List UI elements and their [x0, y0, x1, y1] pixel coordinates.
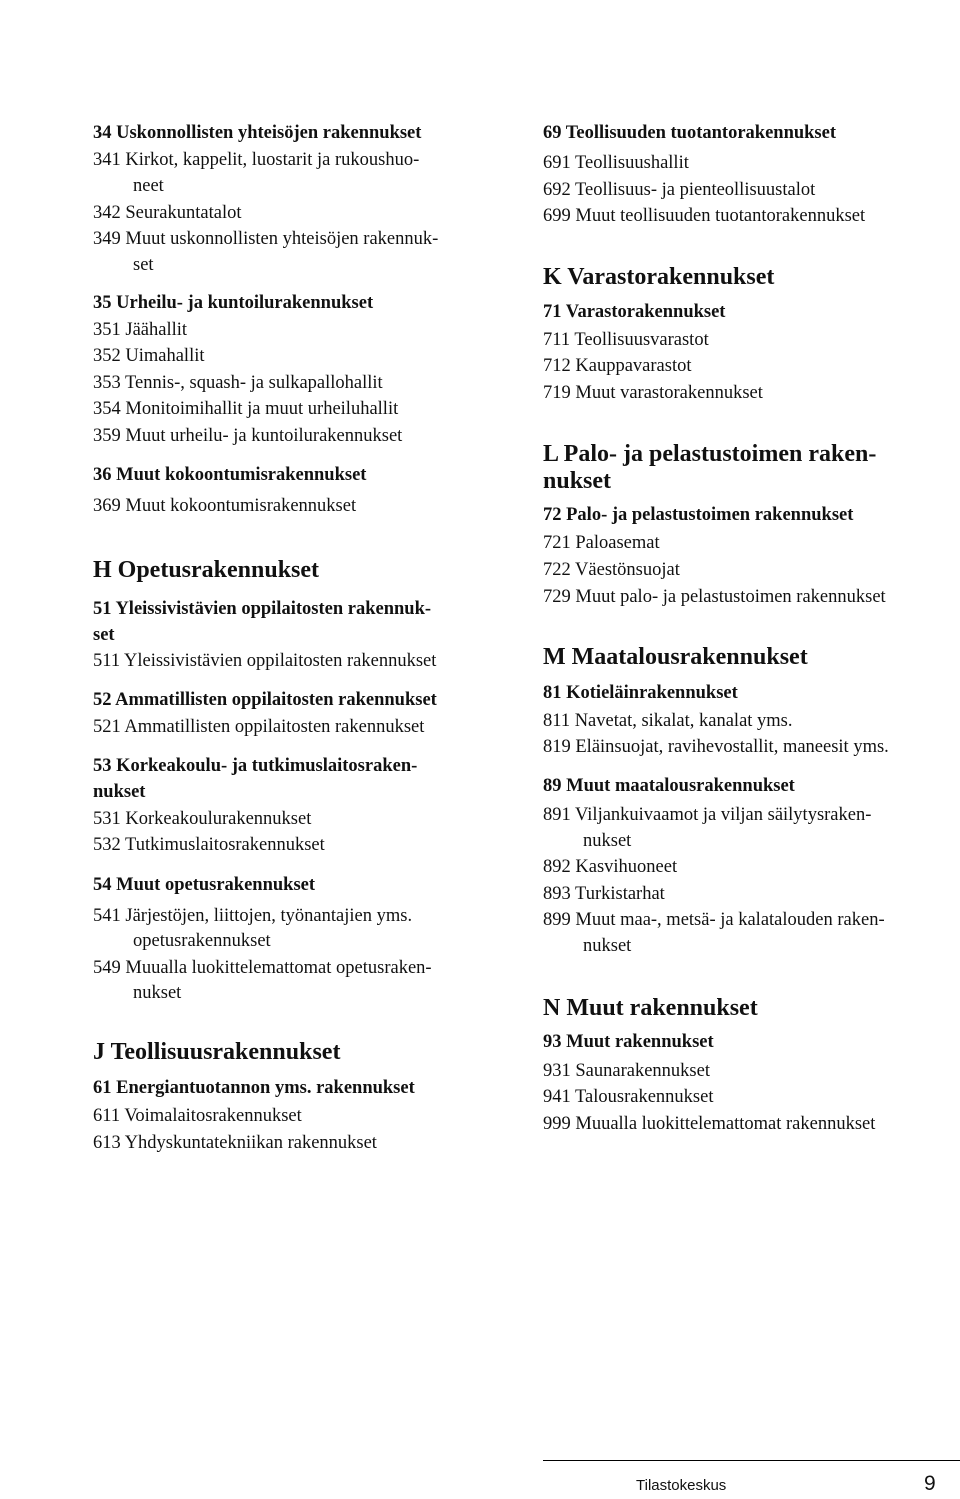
section-heading-35: 35 Urheilu- ja kuntoilurakennukset	[93, 293, 374, 313]
list-item-511: 511 Yleissivistävien oppilaitosten rakennukset	[93, 651, 437, 671]
list-item-891: 891 Viljankuivaamot ja viljan säilytysraken-	[543, 805, 872, 825]
main-heading-N: N Muut rakennukset	[543, 995, 758, 1021]
list-item-941: 941 Talousrakennukset	[543, 1087, 714, 1107]
list-item-611: 611 Voimalaitosrakennukset	[93, 1106, 302, 1126]
section-heading-36: 36 Muut kokoontumisrakennukset	[93, 465, 367, 485]
list-item-819: 819 Eläinsuojat, ravihevostallit, maneesit yms.	[543, 737, 889, 757]
list-item-811: 811 Navetat, sikalat, kanalat yms.	[543, 711, 793, 731]
section-heading-34: 34 Uskonnollisten yhteisöjen rakennukset	[93, 123, 422, 143]
section-heading-52: 52 Ammatillisten oppilaitosten rakennukset	[93, 690, 437, 710]
section-heading-61: 61 Energiantuotannon yms. rakennukset	[93, 1078, 415, 1098]
list-item-899-cont: nukset	[583, 936, 632, 956]
list-item-722: 722 Väestönsuojat	[543, 560, 680, 580]
section-heading-53-cont: nukset	[93, 782, 146, 802]
list-item-999: 999 Muualla luokittelemattomat rakennukset	[543, 1114, 876, 1134]
list-item-549-cont: nukset	[133, 983, 182, 1003]
section-heading-51: 51 Yleissivistävien oppilaitosten rakennuk-	[93, 599, 432, 619]
list-item-891-cont: nukset	[583, 831, 632, 851]
list-item-359: 359 Muut urheilu- ja kuntoilurakennukset	[93, 426, 403, 446]
main-heading-M: M Maatalousrakennukset	[543, 644, 808, 670]
list-item-341: 341 Kirkot, kappelit, luostarit ja rukoushuo-	[93, 150, 420, 170]
list-item-349: 349 Muut uskonnollisten yhteisöjen rakennuk-	[93, 229, 439, 249]
list-item-711: 711 Teollisuusvarastot	[543, 330, 709, 350]
list-item-342: 342 Seurakuntatalot	[93, 203, 242, 223]
section-heading-53: 53 Korkeakoulu- ja tutkimuslaitosraken-	[93, 756, 418, 776]
main-heading-L-cont: nukset	[543, 468, 612, 494]
main-heading-H: H Opetusrakennukset	[93, 557, 320, 583]
footer-rule	[543, 1460, 960, 1461]
section-heading-93: 93 Muut rakennukset	[543, 1032, 714, 1052]
list-item-699: 699 Muut teollisuuden tuotantorakennukset	[543, 206, 866, 226]
list-item-521: 521 Ammatillisten oppilaitosten rakennukset	[93, 717, 425, 737]
list-item-719: 719 Muut varastorakennukset	[543, 383, 763, 403]
main-heading-L: L Palo- ja pelastustoimen raken-	[543, 441, 877, 467]
list-item-541-cont: opetusrakennukset	[133, 931, 271, 951]
list-item-531: 531 Korkeakoulurakennukset	[93, 809, 312, 829]
footer-publisher: Tilastokeskus	[636, 1477, 727, 1494]
list-item-712: 712 Kauppavarastot	[543, 356, 692, 376]
list-item-893: 893 Turkistarhat	[543, 884, 665, 904]
section-heading-51-cont: set	[93, 625, 115, 645]
section-heading-81: 81 Kotieläinrakennukset	[543, 683, 738, 703]
list-item-341-cont: neet	[133, 176, 164, 196]
list-item-729: 729 Muut palo- ja pelastustoimen rakennukset	[543, 587, 886, 607]
list-item-691: 691 Teollisuushallit	[543, 153, 689, 173]
list-item-354: 354 Monitoimihallit ja muut urheiluhallit	[93, 399, 399, 419]
list-item-352: 352 Uimahallit	[93, 346, 205, 366]
list-item-541: 541 Järjestöjen, liittojen, työnantajien yms.	[93, 906, 413, 926]
list-item-692: 692 Teollisuus- ja pienteollisuustalot	[543, 180, 816, 200]
section-heading-89: 89 Muut maatalousrakennukset	[543, 776, 795, 796]
list-item-549: 549 Muualla luokittelemattomat opetusraken-	[93, 958, 432, 978]
list-item-899: 899 Muut maa-, metsä- ja kalatalouden raken-	[543, 910, 885, 930]
page-number: 9	[924, 1472, 936, 1495]
list-item-532: 532 Tutkimuslaitosrakennukset	[93, 835, 325, 855]
list-item-353: 353 Tennis-, squash- ja sulkapallohallit	[93, 373, 383, 393]
list-item-613: 613 Yhdyskuntatekniikan rakennukset	[93, 1133, 377, 1153]
list-item-369: 369 Muut kokoontumisrakennukset	[93, 496, 357, 516]
section-heading-71: 71 Varastorakennukset	[543, 302, 726, 322]
section-heading-69: 69 Teollisuuden tuotantorakennukset	[543, 123, 837, 143]
main-heading-K: K Varastorakennukset	[543, 264, 775, 290]
list-item-892: 892 Kasvihuoneet	[543, 857, 678, 877]
section-heading-54: 54 Muut opetusrakennukset	[93, 875, 316, 895]
main-heading-J: J Teollisuusrakennukset	[93, 1039, 341, 1065]
section-heading-72: 72 Palo- ja pelastustoimen rakennukset	[543, 505, 854, 525]
list-item-349-cont: set	[133, 255, 154, 275]
list-item-721: 721 Paloasemat	[543, 533, 660, 553]
list-item-351: 351 Jäähallit	[93, 320, 188, 340]
list-item-931: 931 Saunarakennukset	[543, 1061, 710, 1081]
